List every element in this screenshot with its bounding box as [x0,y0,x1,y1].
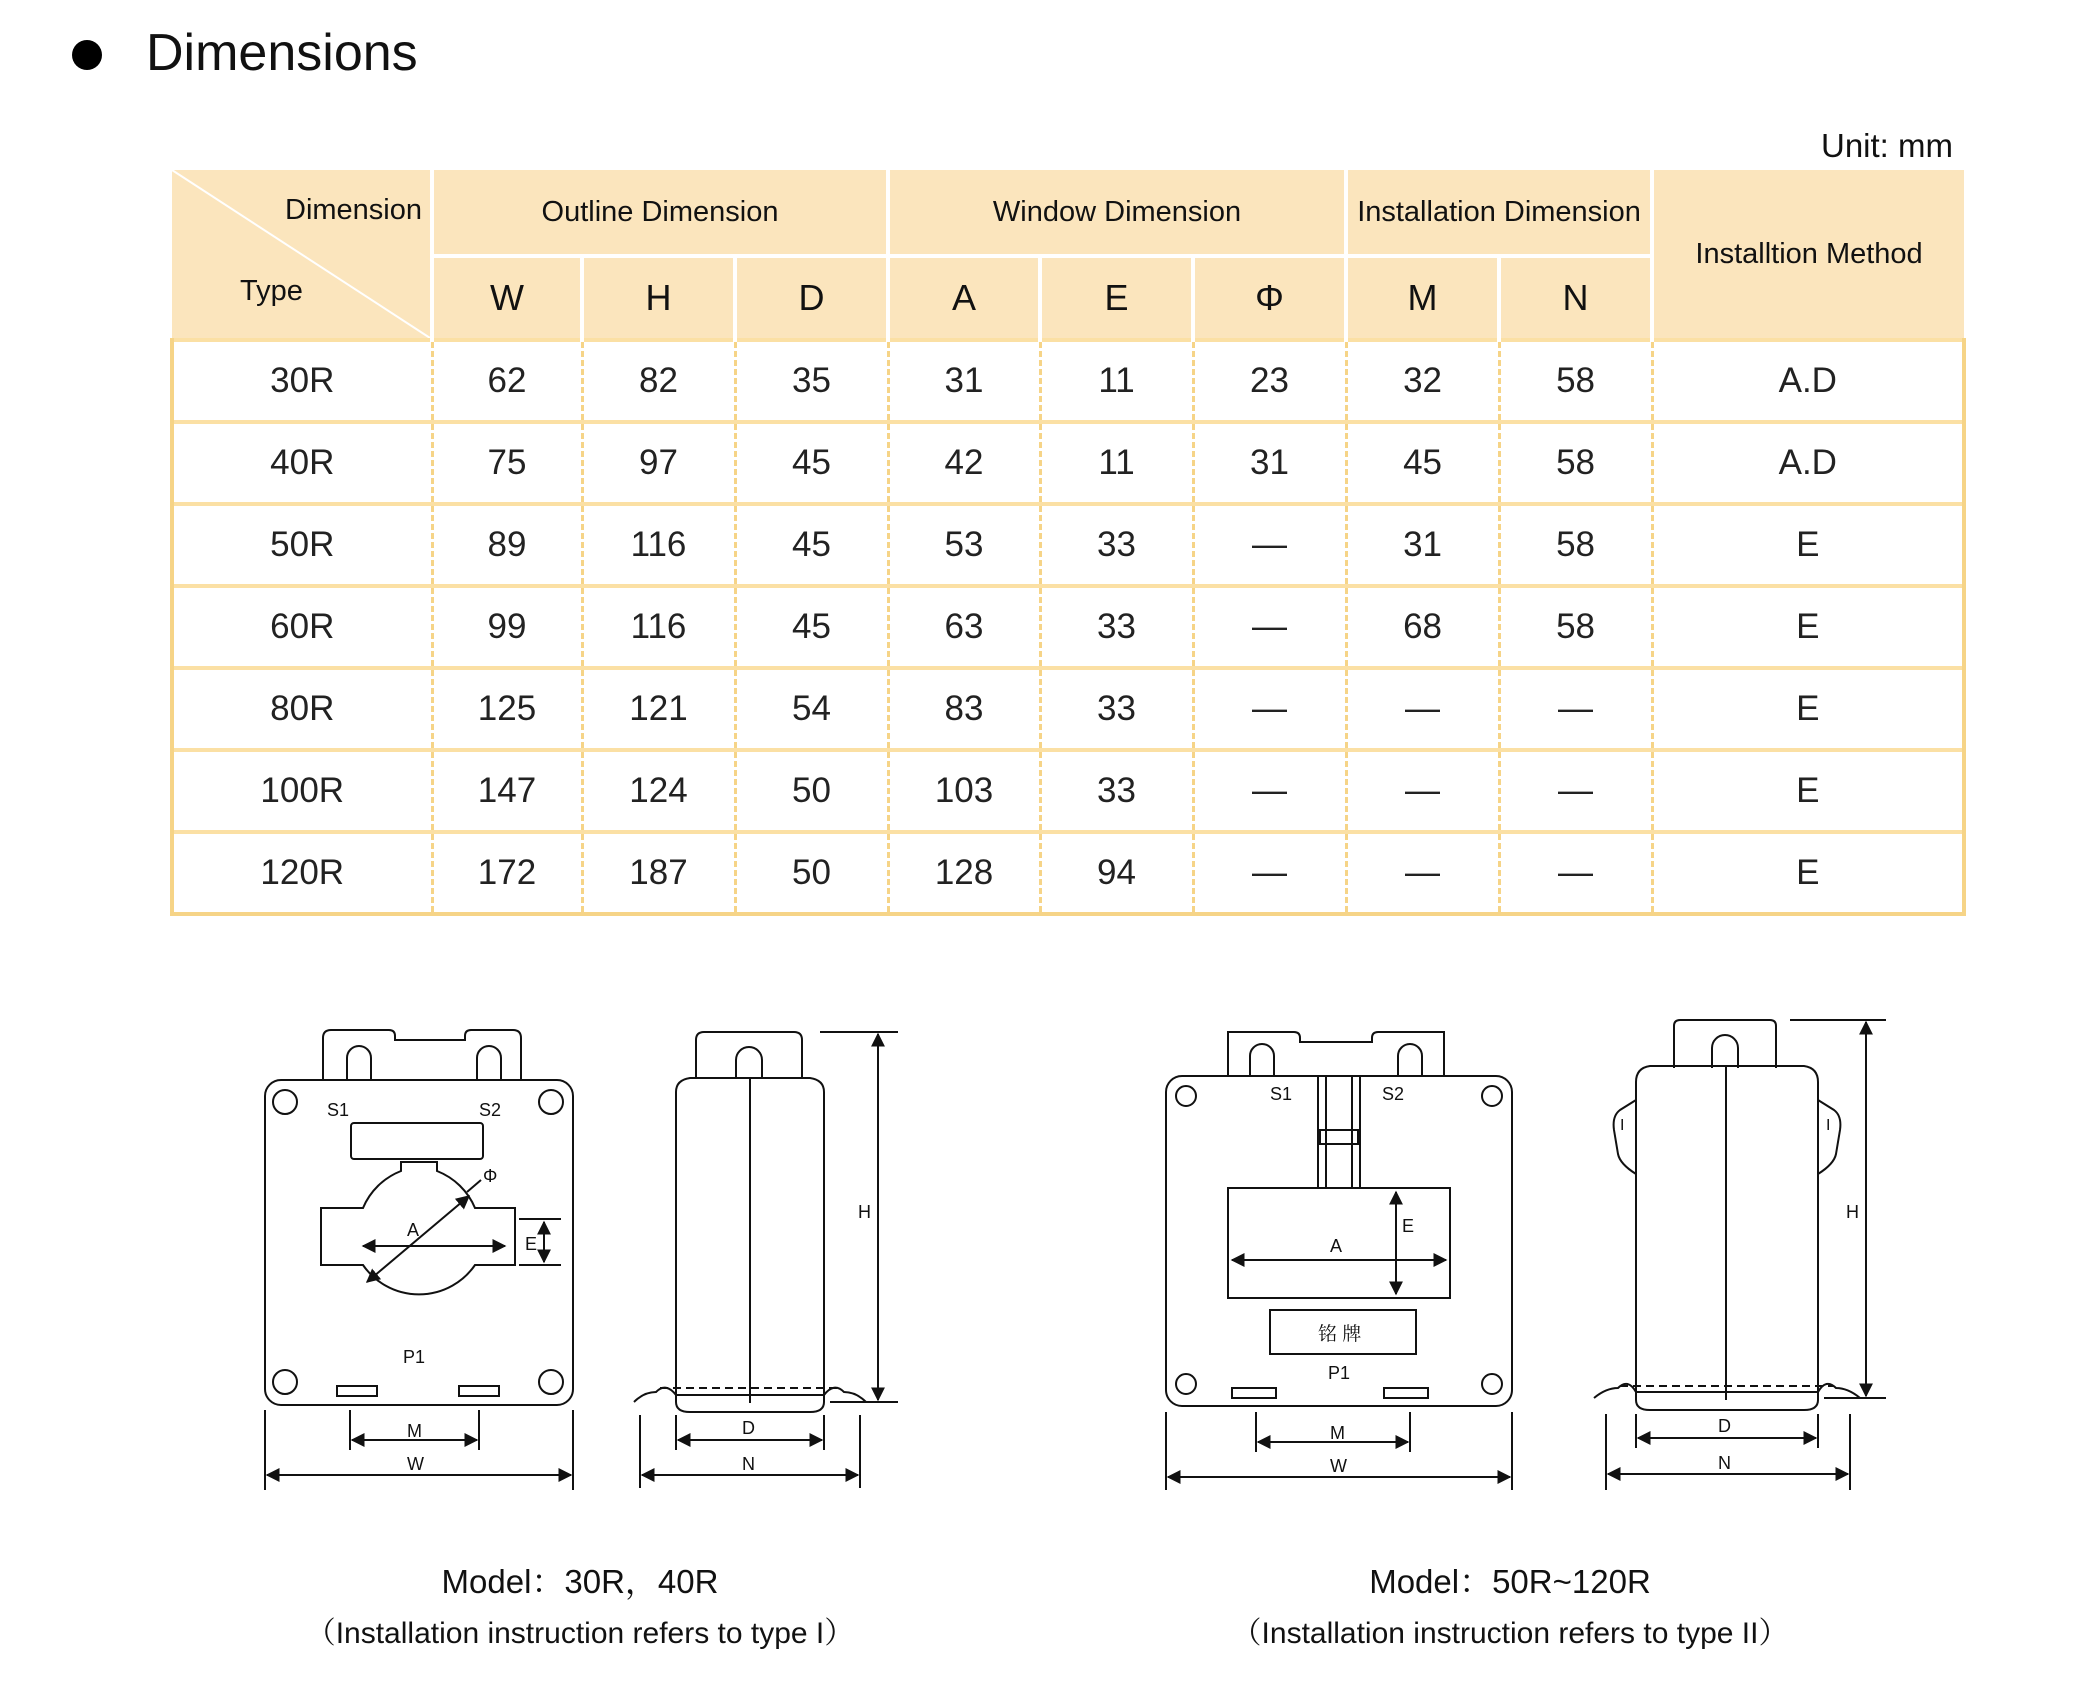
table-row [172,504,1964,586]
w-label: W [1330,1456,1347,1476]
left-installation-note: （Installation instruction refers to type I） [305,1617,855,1650]
col-header-d: D [735,256,888,340]
table-cell: 82 [582,340,735,422]
corner-type-label: Type [240,275,303,307]
table-row [172,832,1964,914]
method-cell: E [1652,668,1964,750]
table-cell: — [1346,832,1499,914]
table-cell: — [1499,832,1652,914]
title-bullet [72,40,102,70]
type2-front-svg [1160,1020,1520,1500]
col-header-phi: Φ [1193,256,1346,340]
table-cell: 58 [1499,586,1652,668]
s1-label: S1 [1270,1084,1293,1104]
installation-dimension-header: Installation Dimension [1346,170,1652,256]
method-cell: A.D [1652,340,1964,422]
table-cell: 54 [735,668,888,750]
table-cell: 97 [582,422,735,504]
type1-front-drawing [255,1020,595,1505]
table-cell: 63 [888,586,1040,668]
n-label: N [742,1454,755,1474]
table-row [172,340,1964,422]
table-cell: 172 [432,832,582,914]
table-cell: — [1193,504,1346,586]
table-cell: — [1193,750,1346,832]
table-cell: 23 [1193,340,1346,422]
left-model-label: Model：30R，40R [441,1563,719,1600]
table-cell: 125 [432,668,582,750]
a-label: A [1330,1236,1343,1256]
dimensions-table [170,170,1966,916]
table-cell: 33 [1040,504,1193,586]
table-row [172,668,1964,750]
type-cell: 50R [172,504,432,586]
col-header-e: E [1040,256,1193,340]
method-cell: E [1652,586,1964,668]
m-label: M [407,1421,422,1441]
type-mark-left: I [1620,1117,1625,1134]
table-cell: 33 [1040,668,1193,750]
table-cell: 94 [1040,832,1193,914]
type1-side-drawing [630,1020,920,1505]
table-cell: 53 [888,504,1040,586]
right-model-label: Model：50R~120R [1369,1563,1651,1600]
table-cell: 128 [888,832,1040,914]
s2-label: S2 [479,1100,502,1120]
table-cell: 35 [735,340,888,422]
col-header-a: A [888,256,1040,340]
table-cell: — [1499,668,1652,750]
col-header-h: H [582,256,735,340]
type2-front-drawing [1160,1020,1520,1505]
outline-dimension-header: Outline Dimension [432,170,888,256]
table-cell: 42 [888,422,1040,504]
table-cell: 62 [432,340,582,422]
table-cell: — [1346,750,1499,832]
right-caption [1190,1560,1830,1656]
method-cell: A.D [1652,422,1964,504]
p1-label: P1 [1328,1363,1351,1383]
corner-dimension-label: Dimension [285,194,422,226]
table-cell: 58 [1499,422,1652,504]
type-cell: 100R [172,750,432,832]
h-label: H [858,1202,871,1222]
table-cell: 89 [432,504,582,586]
p1-label: P1 [403,1347,426,1367]
table-cell: 124 [582,750,735,832]
table-cell: 31 [1346,504,1499,586]
table-cell: 31 [888,340,1040,422]
col-header-n: N [1499,256,1652,340]
type2-side-svg [1590,1012,1910,1502]
s1-label: S1 [327,1100,350,1120]
nameplate-label: 铭 牌 [1318,1324,1362,1345]
corner-header [172,170,432,340]
table-cell: 31 [1193,422,1346,504]
table-cell: 33 [1040,750,1193,832]
type-cell: 80R [172,668,432,750]
table-cell: — [1346,668,1499,750]
table-cell: 99 [432,586,582,668]
col-header-w: W [432,256,582,340]
table-cell: — [1499,750,1652,832]
method-cell: E [1652,750,1964,832]
table-cell: 58 [1499,504,1652,586]
table-cell: 68 [1346,586,1499,668]
table-cell: 50 [735,750,888,832]
section-title: Dimensions [146,24,418,82]
type-mark-right: I [1826,1117,1831,1134]
table-cell: 103 [888,750,1040,832]
type-cell: 120R [172,832,432,914]
table-cell: 45 [735,504,888,586]
d-label: D [1718,1416,1731,1436]
table-cell: 45 [735,586,888,668]
method-cell: E [1652,832,1964,914]
s2-label: S2 [1382,1084,1405,1104]
table-cell: 45 [735,422,888,504]
table-cell: 187 [582,832,735,914]
table-cell: 116 [582,586,735,668]
d-label: D [742,1418,755,1438]
window-dimension-header: Window Dimension [888,170,1346,256]
table-cell: 45 [1346,422,1499,504]
h-label: H [1846,1202,1859,1222]
installation-method-header: Installtion Method [1652,170,1964,340]
table-cell: — [1193,668,1346,750]
table-row [172,586,1964,668]
method-cell: E [1652,504,1964,586]
unit-label: Unit: mm [1821,127,1953,164]
type-cell: 60R [172,586,432,668]
type-cell: 30R [172,340,432,422]
type2-side-drawing [1590,1012,1910,1507]
col-header-m: M [1346,256,1499,340]
table-cell: 50 [735,832,888,914]
table-cell: 116 [582,504,735,586]
table-cell: 11 [1040,340,1193,422]
table-cell: — [1193,586,1346,668]
table-cell: 147 [432,750,582,832]
type1-side-svg [630,1020,920,1500]
table-cell: 75 [432,422,582,504]
table-cell: — [1193,832,1346,914]
table-row [172,750,1964,832]
a-label: A [407,1220,420,1240]
table-cell: 11 [1040,422,1193,504]
table-row [172,422,1964,504]
table-cell: 58 [1499,340,1652,422]
e-label: E [525,1234,538,1254]
type-cell: 40R [172,422,432,504]
m-label: M [1330,1423,1345,1443]
type1-front-svg [255,1020,595,1500]
right-installation-note: （Installation instruction refers to type II） [1231,1617,1789,1650]
table-cell: 121 [582,668,735,750]
e-label: E [1402,1216,1415,1236]
phi-label: Φ [483,1166,498,1186]
table-cell: 33 [1040,586,1193,668]
table-cell: 32 [1346,340,1499,422]
table-cell: 83 [888,668,1040,750]
n-label: N [1718,1453,1731,1473]
w-label: W [407,1454,424,1474]
left-caption [270,1560,890,1656]
